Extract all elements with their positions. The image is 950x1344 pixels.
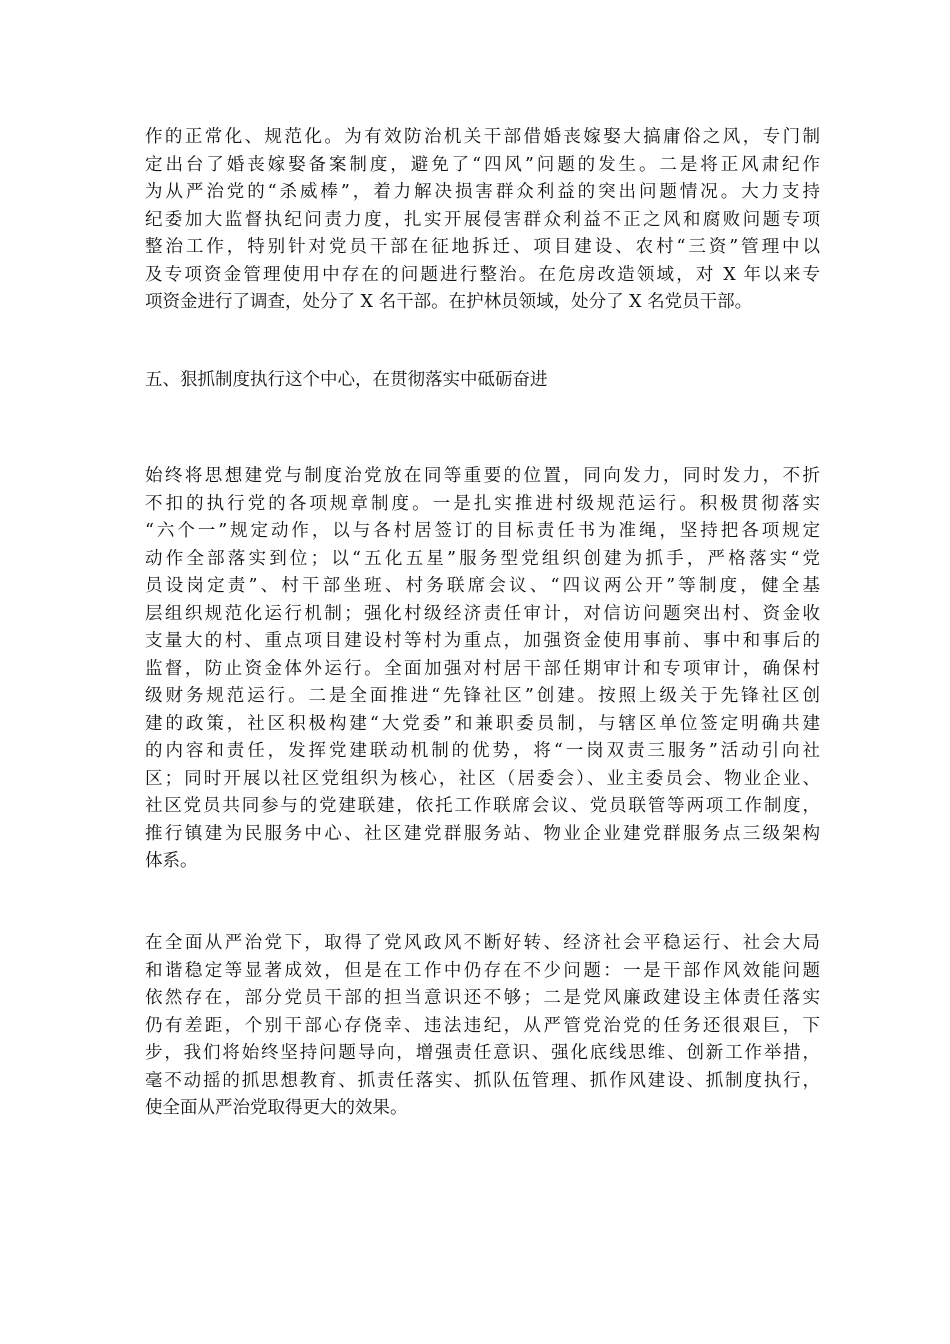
- text-line: “六个一”规定动作，以与各村居签订的目标责任书为准绳，坚持把各项规定: [145, 521, 820, 541]
- paragraph-system-execution: [145, 463, 820, 876]
- text-line: 步，我们将始终坚持问题导向，增强责任意识、强化底线思维、创新工作举措，: [145, 1043, 820, 1063]
- text-line: 不扣的执行党的各项规章制度。一是扎实推进村级规范运行。积极贯彻落实: [145, 493, 820, 514]
- text-line: 依然存在，部分党员干部的担当意识还不够；二是党风廉政建设主体责任落实: [145, 988, 820, 1008]
- text-line: 体系。: [145, 851, 198, 871]
- text-line: 的内容和责任，发挥党建联动机制的优势，将“一岗双责三服务”活动引向社: [145, 741, 820, 761]
- text-line: 为从严治党的“杀威棒”，着力解决损害群众利益的突出问题情况。大力支持: [145, 182, 820, 202]
- text-line: 社区党员共同参与的党建联建，依托工作联席会议、党员联管等两项工作制度，: [145, 796, 820, 816]
- text-line: 监督，防止资金体外运行。全面加强对村居干部任期审计和专项审计，确保村: [145, 658, 820, 679]
- text-line: 动作全部落实到位；以“五化五星”服务型党组织创建为抓手，严格落实“党: [145, 548, 820, 569]
- text-line: 推行镇建为民服务中心、社区建党群服务站、物业企业建党群服务点三级架构: [145, 823, 820, 844]
- section-heading: 五、狠抓制度执行这个中心，在贯彻落实中砥砺奋进: [145, 370, 548, 390]
- text-line: 员设岗定责”、村干部坐班、村务联席会议、“四议两公开”等制度，健全基: [145, 576, 820, 596]
- paragraph-discipline: [145, 124, 820, 317]
- text-line: 在全面从严治党下，取得了党风政风不断好转、经济社会平稳运行、社会大局: [145, 933, 820, 953]
- text-line: 始终将思想建党与制度治党放在同等重要的位置，同向发力，同时发力，不折: [145, 466, 820, 486]
- text-line: 支量大的村、重点项目建设村等村为重点，加强资金使用事前、事中和事后的: [145, 631, 820, 651]
- text-line: 使全面从严治党取得更大的效果。: [145, 1098, 408, 1118]
- text-line: 及专项资金管理使用中存在的问题进行整治。在危房改造领域，对 X 年以来专: [145, 264, 820, 285]
- paragraph-conclusion: [145, 930, 820, 1123]
- text-line: 和谐稳定等显著成效，但是在工作中仍存在不少问题：一是干部作风效能问题: [145, 960, 820, 981]
- text-line: 建的政策，社区积极构建“大党委”和兼职委员制，与辖区单位签定明确共建: [145, 713, 820, 734]
- text-line: 级财务规范运行。二是全面推进“先锋社区”创建。按照上级关于先锋社区创: [145, 686, 820, 706]
- text-line: 区；同时开展以社区党组织为核心，社区（居委会）、业主委员会、物业企业、: [145, 768, 820, 789]
- text-line: 项资金进行了调查，处分了 X 名干部。在护林员领域，处分了 X 名党员干部。: [145, 292, 753, 312]
- text-line: 仍有差距，个别干部心存侥幸、违法违纪，从严管党治党的任务还很艰巨，下: [145, 1015, 820, 1036]
- text-line: 整治工作，特别针对党员干部在征地拆迁、项目建设、农村“三资”管理中以: [145, 237, 820, 257]
- text-line: 毫不动摇的抓思想教育、抓责任落实、抓队伍管理、抓作风建设、抓制度执行，: [145, 1070, 820, 1091]
- text-line: 纪委加大监督执纪问责力度，扎实开展侵害群众利益不正之风和腐败问题专项: [145, 209, 820, 230]
- text-line: 层组织规范化运行机制；强化村级经济责任审计，对信访问题突出村、资金收: [145, 603, 820, 624]
- text-line: 作的正常化、规范化。为有效防治机关干部借婚丧嫁娶大搞庸俗之风，专门制: [145, 127, 820, 147]
- text-line: 定出台了婚丧嫁娶备案制度，避免了“四风”问题的发生。二是将正风肃纪作: [145, 154, 820, 175]
